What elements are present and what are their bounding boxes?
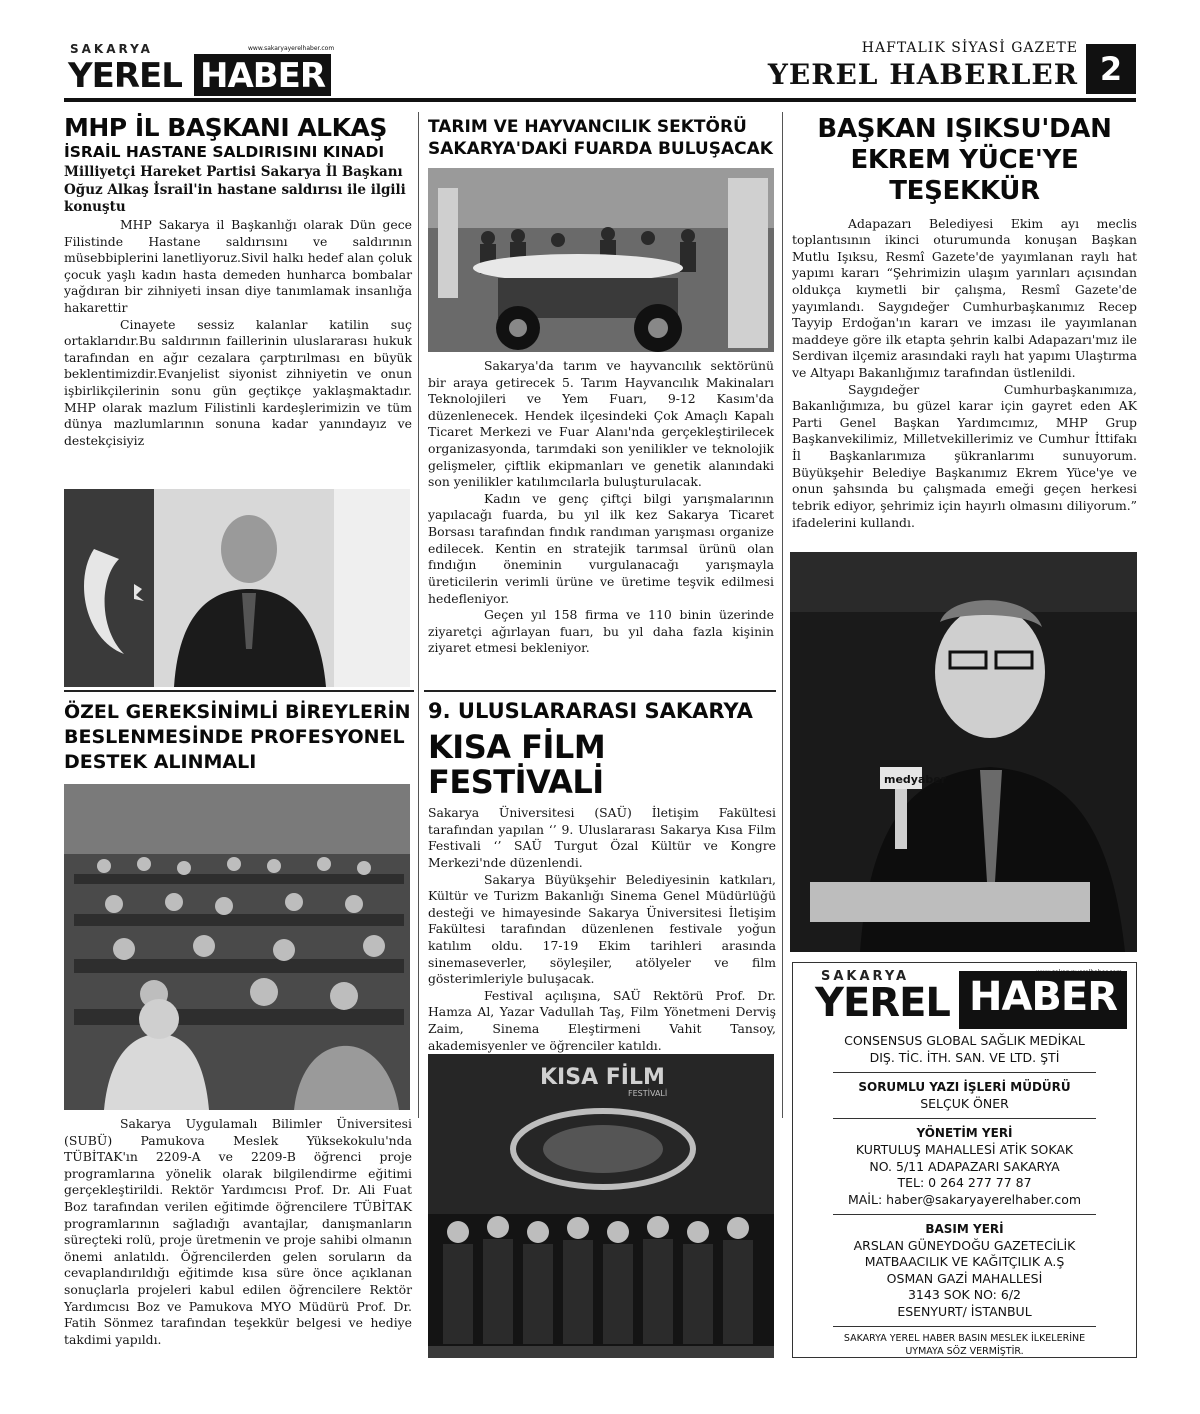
mic-label: medyaber [884, 773, 947, 786]
row-divider [424, 690, 776, 692]
paragraph: Cinayete sessiz kalanlar katilin suç ortaklarıdır.Bu saldırının faillerinin uluslararası hukuk tarafından en ağır cezalara çarptırılması en büyük beklentimizdir.Evanjelist siyonist zihniyetin ve onun işbirlikçilerinin sonu gün geçtikçe yaklaşmaktadır. MHP olarak mazlum Filistinli kardeşlerimizin ve tüm dünya mazlumlarının sonuna kadar yanındayız ve destekçisiyiz [64, 316, 412, 448]
row-divider [64, 690, 414, 692]
festival-sign-sub: FESTİVALİ [628, 1089, 668, 1098]
article-ozel [64, 700, 412, 775]
printer-line: OSMAN GAZİ MAHALLESİ [886, 1270, 1043, 1286]
separator [833, 1072, 1096, 1073]
headline: MHP İL BAŞKANI ALKAŞ [64, 113, 387, 142]
article-isiksu [792, 114, 1137, 531]
paragraph: MHP Sakarya il Başkanlığı olarak Dün gece Filistindе Hastane saldırısını ve saldırının müsebbiplerini lanetliyoruz.Sivil halkı hedef alan çoluk çocuk yaşlı kadın hasta demeden hunharca bombalar yağdıran bir zihniyeti insan diye tanımlamak insanlığa hakarettir [64, 217, 412, 316]
paragraph: Sakarya Üniversitesi (SAÜ) İletişim Fakültesi tarafından yapılan ‘’ 9. Uluslararası Sakarya Kısa Film Festivali ‘’ SAÜ Turgut Özal Kültür ve Kongre Merkezi'nde düzenlendi. [428, 805, 776, 870]
article-body [64, 217, 412, 450]
newspaper-logo [64, 42, 335, 98]
imprint-footer: SAKARYA YEREL HABER BASIN MESLEK İLKELERİNE [843, 1333, 1086, 1345]
article-film [428, 700, 776, 1054]
paragraph: Sakarya Büyükşehir Belediyesinin katkıları, Kültür ve Turizm Bakanlığı Sinema Genel Müdürlüğü desteği ve himayesinde Sakarya Üniversitesi İletişim Fakültesi tarafından düzenlenen festivale yoğun katılım oldu. 17-19 Ekim tarihleri arasında sinemaseverler, söyleşiler, atölyeler ve film gösterimleriyle buluşacak. [428, 871, 776, 987]
deck: Milliyetçi Hareket Partisi Sakarya İl Başkanı Oğuz Alkaş İsrail'in hastane saldırısı ile ilgili konuştu [64, 164, 406, 216]
paragraph: Kadın ve genç çiftçi bilgi yarışmalarının yapılacağı fuarda, bu yıl ilk kez Sakarya Ticaret Borsası tarafından fındık randıman yarışması organize edilecek. Kentin en stratejik tarımsal ürünü olan fındığın öneminin vurgulanacağı yarışmayla üreticilerin verimli ürüne ve üretime teşvik edilmesi hedefleniyor. [428, 490, 774, 606]
photo-fair [428, 168, 774, 352]
photo-festival [428, 1054, 774, 1358]
paragraph: Sakarya Uygulamalı Bilimler Üniversitesi (SUBÜ) Pamukova Meslek Yüksekokulu'nda TÜBİTAK'ın 2209-A ve 2209-B öğrenci proje programlarına yönelik olarak bilgilendirme eğitimi gerçekleştirildi. Rektör Yardımcısı Prof. Dr. Ali Fuat Boz tarafından verilen eğitimde öğrencilere TÜBİTAK programlarının sağladığı avantajlar, danışmanların süreçteki rolü, proje üretmenin ve proje sahibi olmanın önemi anlatıldı. Öğrencilerden gelen soruların da cevaplandırıldığı eğitimde kısa süre önce açıklanan sonuçlarla projeleri kabul edilen öğrencilere Rektör Yardımcısı Boz ve Pamukova MYO Müdürü Prof. Dr. Fatih Sönmez tarafından teşekkür belgesi ve hediye takdimi yapıldı. [64, 1116, 412, 1347]
page-number: 2 [1086, 44, 1136, 94]
column-divider [418, 112, 419, 1118]
printer-line: ESENYURT/ İSTANBUL [897, 1303, 1032, 1319]
logo-haber: HABER [959, 971, 1127, 1029]
logo-yerel: YEREL [815, 980, 950, 1026]
separator [833, 1214, 1096, 1215]
publisher-line: CONSENSUS GLOBAL SAĞLIK MEDİKAL [844, 1033, 1085, 1048]
article-body [428, 358, 774, 657]
phone: TEL: 0 264 277 77 87 [897, 1175, 1032, 1191]
printer-line: MATBAACILIK VE KAĞITÇILIK A.Ş [864, 1254, 1065, 1270]
separator [833, 1118, 1096, 1119]
photo-isiksu [790, 552, 1137, 952]
imprint-box [792, 962, 1137, 1358]
column-divider [782, 112, 783, 1118]
logo-haber: HABER [194, 54, 331, 96]
subheadline: İSRAİL HASTANE SALDIRISINI KINADI [64, 143, 385, 161]
email: MAİL: haber@sakaryayerelhaber.com [847, 1191, 1082, 1207]
section-title: YEREL HABERLER [767, 58, 1078, 91]
publisher-line: DIŞ. TİC. İTH. SAN. VE LTD. ŞTİ [869, 1049, 1060, 1065]
paragraph: Festival açılışına, SAÜ Rektörü Prof. Dr. Hamza Al, Yazar Vadullah Taş, Film Yönetmeni Derviş Zaim, Sinema Eleştirmeni Vahit Tansoy, akademisyenler ve öğrenciler katıldı. [428, 987, 776, 1053]
separator [833, 1326, 1096, 1327]
headline-large: KISA FİLM FESTİVALİ [428, 727, 606, 802]
logo-sakarya: SAKARYA [70, 42, 153, 56]
imprint-logo [793, 963, 1136, 1033]
paragraph: Saygıdeğer Cumhurbaşkanımıza, Bakanlığımıza, bu güzel karar için gayret eden AK Parti Genel Başkan Yardımcımız, MHP Grup Başkanvekilimiz, Milletvekillerimiz ve Cumhur İttifakı İl Başkanlarımıza şükranlarımı sunuyorum. Büyükşehir Belediye Başkanımız Ekrem Yüce'ye ve onun şahsında bu çalışmada emeği geçen herkesi tebrik ediyor, şehrimiz için hayırlı olmasını diliyorum.” ifadelerini kullandı. [792, 381, 1137, 530]
photo-seminar [64, 784, 410, 1110]
printer-line: ARSLAN GÜNEYDOĞU GAZETECİLİK [853, 1237, 1076, 1253]
article-tarim-body [428, 358, 774, 657]
editor-heading: SORUMLU YAZI İŞLERİ MÜDÜRÜ [858, 1080, 1071, 1094]
paragraph: Adapazarı Belediyesi Ekim ayı meclis toplantısının ikinci oturumunda konuşan Başkan Mutlu Işıksu, Resmî Gazete'de yayımlanan raylı hat yapımı kararı “Şehrimizin ulaşım yarınları açısından oldukça kıymetli bir çalışma, Resmî Gazete'de yayımlandı. Saygıdeğer Cumhurbaşkanımız Recep Tayyip Erdoğan'ın kararı ve imzası ile yayımlanan maddeye göre ilk etapta şehrin kalbi Adapazarı'mız ile Serdivan ilçemiz arasındaki raylı hat yapımı Ulaştırma ve Altyapı Bakanlığımız tarafından üstlenildi. [792, 215, 1137, 381]
office-address: KURTULUŞ MAHALLESİ ATİK SOKAK [855, 1142, 1074, 1158]
office-heading: YÖNETİM YERİ [916, 1126, 1013, 1141]
printer-line: 3143 SOK NO: 6/2 [907, 1287, 1021, 1303]
headline: 9. ULUSLARARASI SAKARYA [428, 699, 753, 723]
festival-sign: KISA FİLM [540, 1065, 665, 1090]
paragraph: Sakarya'da tarım ve hayvancılık sektörünü bir araya getirecek 5. Tarım Hayvancılık Makinaları Teknolojileri ve Yem Fuarı, 9-12 Kasım'da düzenlenecek. Hendek ilçesindeki Çok Amaçlı Kapalı Ticaret Merkezi ve Fuar Alanı'nda gerçekleştirilecek organizasyonda, tarımdaki son yenilikler ve teknolojik gelişmeler, çiftlik ekipmanları ve genetik alanındaki son yenilikler katılımcılarla buluşturulacak. [428, 358, 774, 490]
paragraph: Geçen yıl 158 firma ve 110 binin üzerinde ziyaretçi ağırlayan fuarı, bu yıl daha fazla kişinin ziyaret etmesi bekleniyor. [428, 607, 774, 656]
editor-name: SELÇUK ÖNER [920, 1095, 1009, 1111]
section-header [768, 40, 1136, 91]
article-tarim [428, 116, 774, 160]
photo-alkas [64, 489, 410, 687]
article-body [428, 805, 776, 1054]
office-address: NO. 5/11 ADAPAZARI SAKARYA [869, 1158, 1060, 1174]
article-mhp [64, 114, 412, 450]
headline: BAŞKAN IŞIKSU'DAN EKREM YÜCE'YE TEŞEKKÜR [817, 114, 1112, 207]
logo-yerel: YEREL [68, 56, 182, 96]
article-body [792, 216, 1137, 532]
masthead-rule [64, 98, 1136, 102]
paper-kicker: HAFTALIK SİYASİ GAZETE [861, 40, 1078, 56]
headline: ÖZEL GEREKSİNİMLİ BİREYLERİN BESLENMESİNDE PROFESYONEL DESTEK ALINMALI [64, 701, 411, 774]
headline: TARIM VE HAYVANCILIK SEKTÖRÜ SAKARYA'DAKİ FUARDA BULUŞACAK [428, 117, 773, 160]
article-ozel-body [64, 1116, 412, 1349]
logo-url: www.sakaryayerelhaber.com [248, 45, 335, 52]
imprint-footer: UYMAYA SÖZ VERMİŞTİR. [905, 1346, 1024, 1358]
logo-sakarya: SAKARYA [821, 969, 910, 984]
printer-heading: BASIM YERİ [925, 1222, 1004, 1237]
article-body [64, 1116, 412, 1349]
